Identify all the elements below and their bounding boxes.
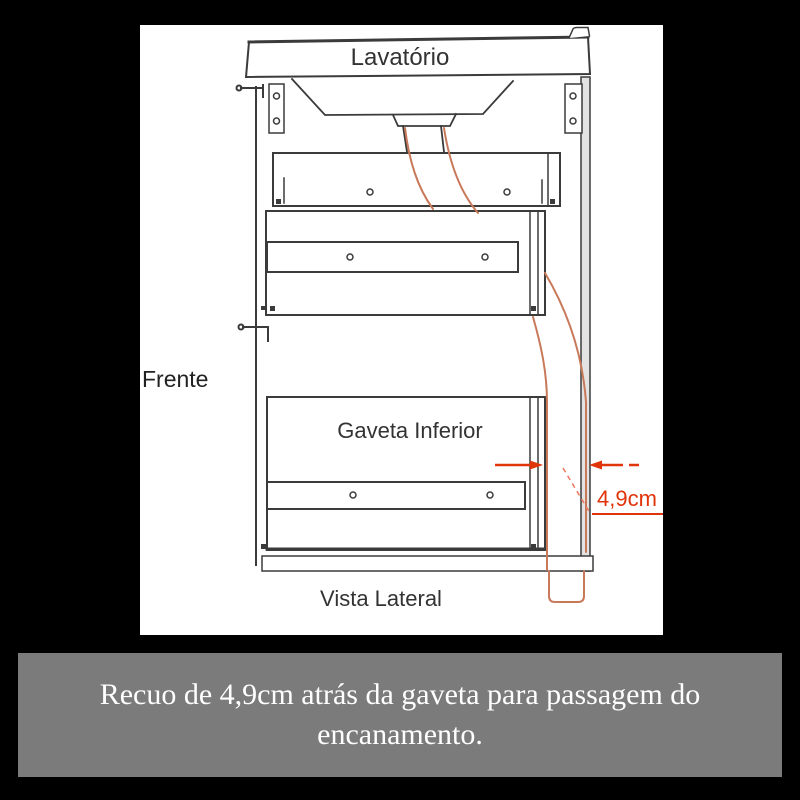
bottom-panel	[262, 556, 593, 571]
cabinet-side-view-drawing	[140, 25, 663, 635]
cabinet-structure	[237, 28, 594, 572]
caption-bar	[18, 653, 782, 777]
bracket-left	[269, 84, 284, 133]
label-dimension-value: 4,9cm	[597, 486, 657, 511]
hinge-top	[237, 85, 264, 97]
diagram-panel	[140, 25, 663, 635]
hinge-middle	[239, 325, 269, 342]
sink-basin	[292, 79, 513, 152]
label-view-name: Vista Lateral	[320, 586, 442, 611]
caption-text: Recuo de 4,9cm atrás da gaveta para passagem do encanamento.	[99, 678, 701, 751]
label-front: Frente	[142, 366, 209, 392]
drawer-middle	[261, 211, 545, 315]
arrowhead-right	[589, 461, 602, 470]
pipe-outlet	[549, 571, 584, 602]
bracket-right	[565, 84, 582, 133]
label-lower-drawer: Gaveta Inferior	[337, 418, 483, 443]
label-countertop: Lavatório	[350, 44, 450, 71]
